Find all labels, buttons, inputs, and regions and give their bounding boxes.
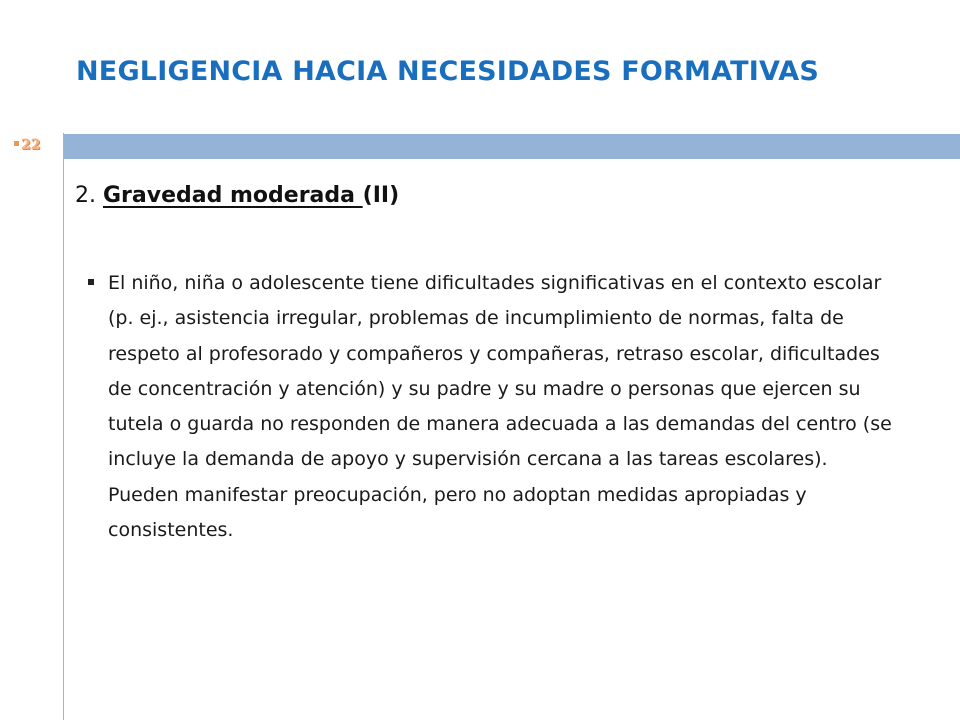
slide-title: NEGLIGENCIA HACIA NECESIDADES FORMATIVAS (76, 56, 819, 87)
heading-suffix: (II) (362, 183, 400, 208)
section-heading (75, 183, 399, 208)
vertical-divider (63, 133, 64, 720)
slide-number-value: 22 (21, 137, 41, 153)
slide-number (14, 137, 40, 153)
heading-prefix: 2. (75, 183, 103, 208)
heading-underlined: Gravedad moderada (102, 183, 363, 208)
bullet-text: El niño, niña o adolescente tiene dificultades significativas en el contexto escolar (p. ej., asistencia irregular, problemas de incumplimiento de normas, falta de respeto al profesorado y compañeros y compañeras, retraso escolar, dificultades de concentración y atención) y su padre y su madre o personas que ejercen su tutela o guarda no responden de manera adecuada a las demandas del centro (se incluye la demanda de apoyo y supervisión cercana a las tareas escolares). Pueden manifestar preocupación, pero no adoptan medidas apropiadas y consistentes. (108, 272, 892, 542)
slide-number-bullet-icon (14, 141, 19, 146)
header-bar (64, 134, 960, 159)
square-bullet-icon (88, 279, 94, 285)
